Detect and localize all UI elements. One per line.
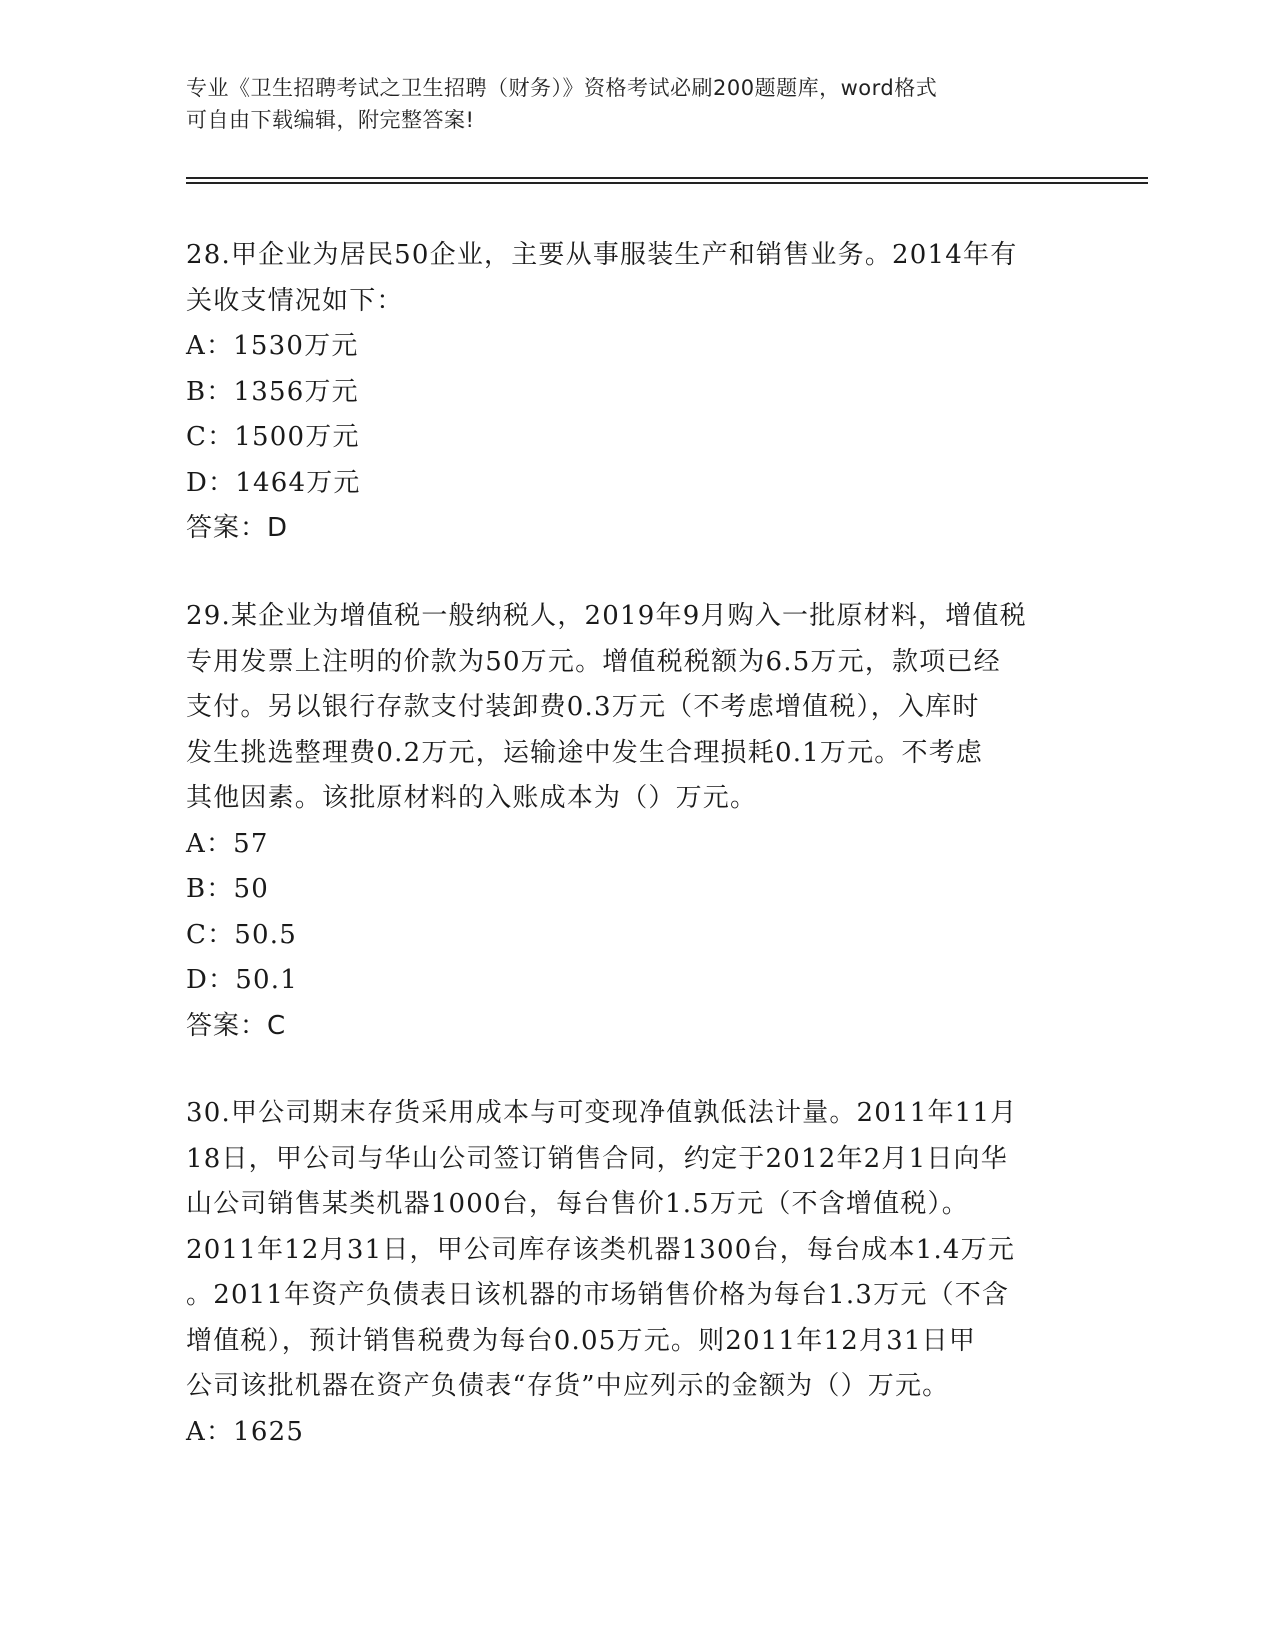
answer-line: 答案：C — [186, 1010, 287, 1041]
question-stem-line: 关收支情况如下： — [186, 285, 404, 316]
option-c: C：50.5 — [186, 919, 297, 950]
option-a: A：1625 — [186, 1416, 305, 1447]
option-d: D：1464万元 — [186, 467, 361, 498]
option-d: D：50.1 — [186, 965, 298, 995]
option-c: C：1500万元 — [186, 422, 360, 452]
question-stem-line: 。2011年资产负债表日该机器的市场销售价格为每台1.3万元（不含 — [186, 1280, 1010, 1310]
header-divider-bottom — [186, 182, 1148, 184]
document-header — [186, 72, 1066, 136]
question-stem-line: 2011年12月31日，甲公司库存该类机器1300台，每台成本1.4万元 — [186, 1234, 1016, 1265]
option-b: B：1356万元 — [186, 376, 359, 407]
question-stem-line: 18日，甲公司与华山公司签订销售合同，约定于2012年2月1日向华 — [186, 1143, 1008, 1174]
question-30 — [186, 1091, 1086, 1455]
question-stem-line: 增值税），预计销售税费为每台0.05万元。则2011年12月31日甲 — [186, 1325, 977, 1356]
question-stem-line: 28.甲企业为居民50企业，主要从事服装生产和销售业务。2014年有 — [186, 240, 1018, 270]
question-stem-line: 公司该批机器在资产负债表“存货”中应列示的金额为（）万元。 — [186, 1371, 950, 1401]
question-stem-line: 专用发票上注明的价款为50万元。增值税税额为6.5万元，款项已经 — [186, 646, 1001, 677]
option-a: A：1530万元 — [186, 331, 359, 361]
question-28 — [186, 233, 1086, 552]
header-line-2: 可自由下载编辑，附完整答案! — [186, 108, 475, 132]
question-stem-line: 发生挑选整理费0.2万元，运输途中发生合理损耗0.1万元。不考虑 — [186, 737, 984, 768]
header-divider-top — [186, 177, 1148, 179]
option-b: B：50 — [186, 874, 269, 904]
question-stem-line: 其他因素。该批原材料的入账成本为（）万元。 — [186, 783, 758, 813]
question-stem-line: 30.甲公司期末存货采用成本与可变现净值孰低法计量。2011年11月 — [186, 1098, 1018, 1128]
header-line-1: 专业《卫生招聘考试之卫生招聘（财务）》资格考试必刷200题题库，word格式 — [186, 76, 938, 100]
question-stem-line: 支付。另以银行存款支付装卸费0.3万元（不考虑增值税），入库时 — [186, 692, 980, 722]
question-stem-line: 山公司销售某类机器1000台，每台售价1.5万元（不含增值税）。 — [186, 1189, 969, 1219]
question-stem-line: 29.某企业为增值税一般纳税人，2019年9月购入一批原材料，增值税 — [186, 601, 1027, 631]
answer-line: 答案：D — [186, 513, 289, 543]
option-a: A：57 — [186, 828, 269, 859]
question-29 — [186, 594, 1086, 1049]
